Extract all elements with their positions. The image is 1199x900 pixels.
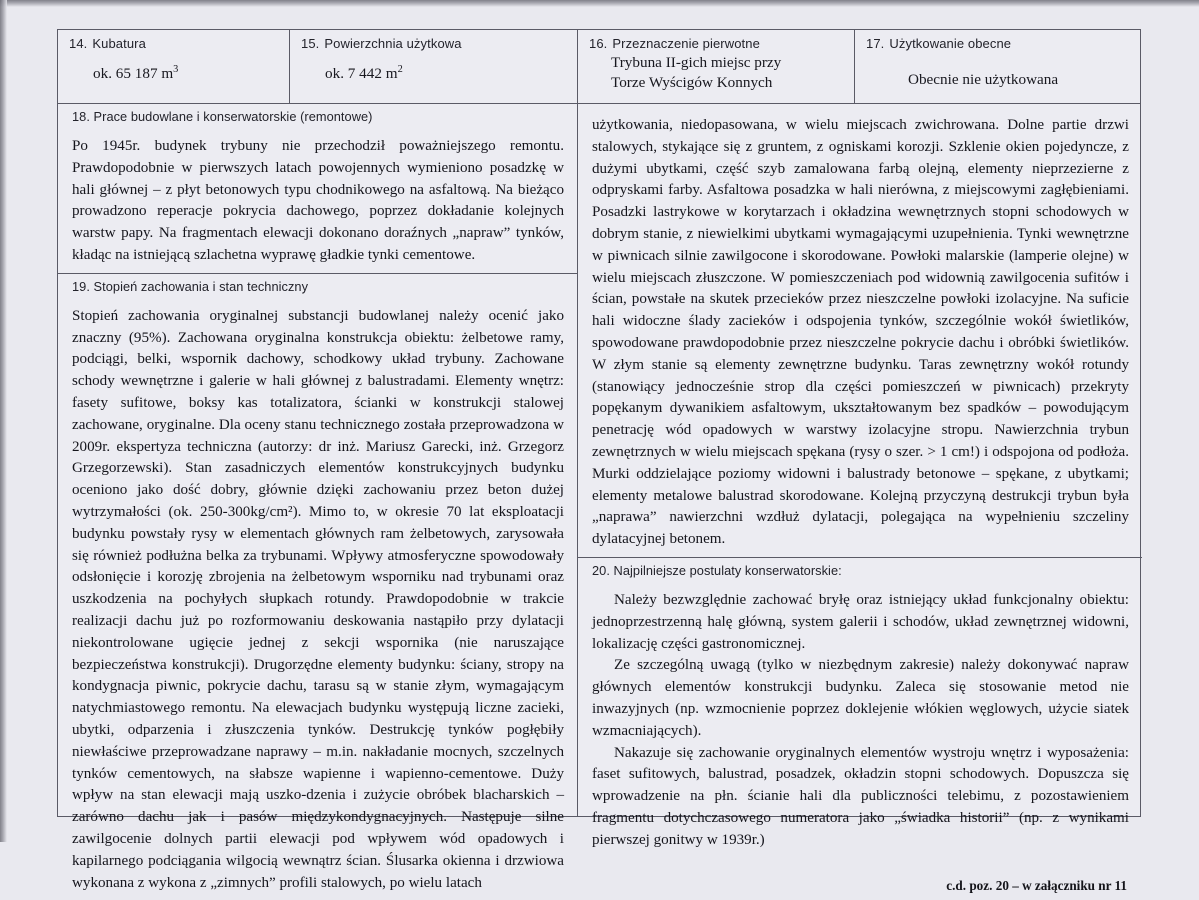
field-cell-17-uzytkowanie-obecne (854, 30, 1142, 103)
section-20-postulaty-konserwatorskie (578, 557, 1142, 900)
section-20-continuation-note: c.d. poz. 20 – w załączniku nr 11 (946, 877, 1127, 893)
section-20-paragraph-1: Należy bezwzględnie zachować bryłę oraz istniejący układ funkcjonalny obiektu: jednoprzestrzenną halę główną, system galerii i schodów, układ zewnętrznej widowni, lokalizację części gastronomicznej. (592, 591, 1129, 652)
column-left (58, 104, 577, 891)
fields-row-14-17 (58, 30, 1140, 104)
field-15-header (301, 36, 567, 51)
field-17-value: Obecnie nie użytkowana (908, 71, 1059, 88)
section-20-paragraph-3: Nakazuje się zachowanie oryginalnych elementów wystroju wnętrz i wyposażenia: faset sufitowych, balustrad, posadzek, okładzin stopni schodowych. Dopuszcza się wprowadzenie na płn. ścianie hali dla publiczności telebimu, z pozostawieniem fragmentu dotychczasowego numeratora jako „świadka historii” (np. z wynikami pierwszej gonitwy w 1939r.) (592, 744, 1129, 848)
field-cell-15-powierzchnia-uzytkowa (289, 30, 577, 103)
field-15-value-exponent: 2 (397, 63, 403, 75)
section-20-spacer (592, 581, 1129, 590)
column-right (577, 104, 1142, 893)
field-15-number: 15. (301, 36, 320, 51)
section-18-paragraph: Po 1945r. budynek trybuny nie przechodził poważniejszego remontu. Prawdopodobnie w pierwszych latach powojennych wymieniono posadzkę w hali głównej – z płyt betonowych typu chodnikowego na asfaltową. Na bieżąco prowadzono reperacje pokrycia dachowego, poprzez dokładanie kolejnych warstw papy. Na fragmentach elewacji dokonano doraźnych „napraw” tynków, kładąc na istniejącą szlachetna wyprawę gładkie tynki cementowe. (72, 138, 564, 263)
field-15-value (325, 65, 567, 83)
section-20-paragraph-2: Ze szczególną uwagą (tylko w niezbędnym zakresie) należy dokonywać napraw głównych elementów konstrukcji budynku. Zaleca się stosowanie metod nie inwazyjnych (np. wzmocnienie poprzez doklejenie włókien węglowych, użycie siatek wzmacniających). (592, 657, 1129, 739)
field-16-value-line-2: Torze Wyścigów Konnych (611, 74, 773, 92)
section-19-stopien-zachowania (58, 273, 577, 900)
section-19-continuation (578, 104, 1142, 557)
field-17-label: Użytkowanie obecne (889, 36, 1012, 51)
section-19-paragraph-left: Stopień zachowania oryginalnej substancji budowlanej należy ocenić jako znaczny (95%). Zachowana oryginalna konstrukcja obiektu: żelbetowe ramy, podciągi, belki, wspornik dachowy, schodkowy układ trybuny. Zachowane schody wewnętrzne i galerie w hali głównej z balustradami. Elementy wnętrz: fasety sufitowe, boksy kas totalizatora, ścianki w konstrukcji stalowej zachowane, oryginalne. Dla oceny stanu technicznego została przeprowadzona w 2009r. ekspertyza techniczna (autorzy: dr inż. Mariusz Garecki, inż. Grzegorz Grzegorzewski). Stan zasadniczych elementów konstrukcyjnych budynku oceniono jako dość dobry, głównie dzięki zachowaniu przez beton dużej wytrzymałości (ok. 250-300kg/cm²). Mimo to, w okresie 70 lat eksploatacji budynku powstały rysy w elementach głównych ram żelbetowych, zarysowała się również podłużna belka za trybunami. Wpływy atmosferyczne spowodowały odsłonięcie i korozję zbrojenia na żelbetowym wsporniku nad trybunami oraz uszkodzenia na pochyłych słupkach rotundy. Prawdopodobnie w trakcie realizacji dachu już po rozformowaniu deskowania nastąpiło przy dylatacji niekontrolowane ugięcie jednej z sekcji wspornika (nie naruszające bezpieczeństwa konstrukcji). Drugorzędne elementy budynku: ściany, stropy na kondygnacja piwnic, pokrycie dachu, tarasu są w stanie złym, wymagającym natychmiastowego remontu. Na elewacjach budynku występują liczne zacieki, ubytki, odparzenia i złuszczenia tynków. Destrukcję tynków pogłębiły niewłaściwe przeprowadzane naprawy – m.in. nakładanie mocnych, szczelnych tynków cementowych, na słabsze wapienne i wapienno-cementowe. Duży wpływ na stan elewacji mają uszko-dzenia i zużycie obróbek blacharskich – zarówno dachu jak i pasów międzykondygnacyjnych. Następuje silne zawilgocenie dolnych partii elewacji pod wpływem wód opadowych i kapilarnego podciągania wilgocią wewnątrz ścian. Ślusarka okienna i drzwiowa wykonana z wykona z „zimnych” profili stalowych, po wielu latach (72, 307, 564, 891)
field-17-header (866, 36, 1132, 51)
field-15-value-text: ok. 7 442 m (325, 65, 398, 82)
section-18-prace-budowlane (58, 104, 577, 273)
field-17-number: 17. (866, 36, 885, 51)
section-19-paragraph-right: użytkowania, niedopasowana, w wielu miejscach zwichrowana. Dolne partie drzwi stalowych, stykające się z gruntem, z ogniskami korozji. Szklenie okien pojedyncze, z dużymi ubytkami, część szyb zamalowana farbą olejną, elementy nieprzezierne z odpryskami farby. Asfaltowa posadzka w hali nierówna, z miejscowymi zagłębieniami. Posadzki lastrykowe w korytarzach i okładzina wewnętrznych stopni schodowych w dobrym stanie, z niewielkimi ubytkami wymagającymi uzupełnienia. Tynki wewnętrzne w piwnicach silnie zawilgocone i skorodowane. Powłoki malarskie (lamperie olejne) w wielu miejscach złuszczone. W pomieszczeniach pod widownią zawilgocenia sufitów i ścian, powstałe na skutek przecieków przez nieszczelne powłoki izolacyjne. Na suficie hali widoczne ślady zacieków i odspojenia tynków, szczególnie wokół świetlików, spowodowane prawdopodobnie przez nieszczelne pokrycie dachu i obróbki świetlików. W złym stanie są elementy zewnętrzne budynku. Taras zewnętrzny wokół rotundy (stanowiący jednocześnie strop dla części pomieszczeń w piwnicach) przekryty popękanym dywanikiem asfaltowym, ukształtowanym bez spadków – powodującym penetrację wód opadowych w warstwy izolacyjne stropu. Nawierzchnia trybun zewnętrznych w wielu miejscach spękana (rysy o szer. > 1 cm!) i odspojona od podłoża. Murki oddzielające poziomy widowni i balustrady betonowe – spękane, z ubytkami; elementy metalowe balustrad skorodowane. Kolejną przyczyną destrukcji trybun była „naprawa” nawierzchni wzdłuż dylatacji, polegająca na wypełnieniu szczeliny dylatacyjnej betonem. (592, 117, 1129, 548)
section-19-spacer (72, 297, 564, 306)
field-14-label: Kubatura (92, 36, 146, 51)
field-16-label: Przeznaczenie pierwotne (612, 36, 760, 51)
field-16-header (589, 36, 844, 51)
field-14-value (93, 65, 279, 83)
section-18-spacer (72, 127, 564, 136)
field-14-value-exponent: 3 (173, 63, 179, 75)
field-cell-14-kubatura (58, 30, 289, 103)
record-card-table (57, 29, 1141, 893)
field-16-value-line-1: Trybuna II-gich miejsc przy (611, 54, 782, 71)
field-14-header (69, 36, 279, 51)
field-14-number: 14. (69, 36, 88, 51)
field-16-value (611, 53, 844, 93)
section-19-heading: 19. Stopień zachowania i stan techniczny (72, 278, 309, 294)
section-18-heading: 18. Prace budowlane i konserwatorskie (remontowe) (72, 109, 373, 124)
field-16-number: 16. (589, 36, 608, 51)
field-15-label: Powierzchnia użytkowa (324, 36, 462, 51)
field-14-value-text: ok. 65 187 m (93, 65, 174, 82)
section-20-heading: 20. Najpilniejsze postulaty konserwatorskie: (592, 562, 842, 578)
field-cell-16-przeznaczenie-pierwotne (577, 30, 854, 103)
